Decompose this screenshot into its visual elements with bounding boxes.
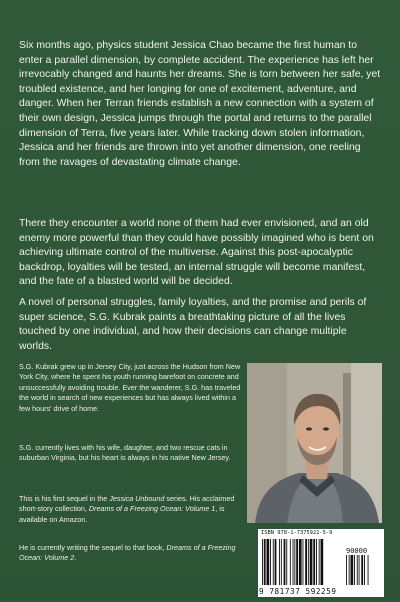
bio-text: , is available on Amazon. [19,504,225,524]
author-photo [247,363,382,523]
barcode-digits: 9 781737 592259 [259,587,337,596]
book-title: Dreams of a Freezing Ocean: Volume 1 [88,504,216,514]
author-bio-paragraph-3 [19,494,245,525]
author-bio-paragraph-4 [19,543,245,564]
bio-text: He is currently writing the sequel to that book, [19,543,167,552]
blurb-paragraph-2: There they encounter a world none of them had ever envisioned, and an old enemy more powerful than they could have possibly imagined who is bent on achieving ultimate control of the multiverse. Against this post-apocalyptic backdrop, loyalties will be tested, an internal struggle will become manifest, and the fate of a blasted world will be decided. [19,218,374,288]
isbn-label: ISBN 978-1-7375922-5-9 [261,530,333,536]
author-portrait-image [247,363,382,523]
bio-text: series. His acclaimed short-story collection, [19,494,235,514]
author-bio-paragraph-2: S.G. currently lives with his wife, daughter, and two rescue cats in suburban Virginia, but his heart is always in his native New Jersey. [19,443,231,463]
author-bio-paragraph-1: S.G. Kubrak grew up in Jersey City, just across the Hudson from New York City, where he spent his youth running barefoot on concrete and unsuccessfully avoiding trouble. Ever the wanderer, S.G. has traveled the world in search of new experiences but has always lived within a few hours' drive of home. [19,362,241,413]
price-code: 90000 [346,547,368,555]
series-title: Jessica Unbound [109,494,165,503]
bio-text: This is his first sequel in the [19,494,110,503]
blurb-paragraph-1: Six months ago, physics student Jessica Chao became the first human to enter a parallel dimension, by complete accident. The experience has left her irrevocably changed and haunts her dreams. She is torn between her safe, yet troubled existence, and her longing for one of excitement, adventure, and danger. When her Terran friends establish a new connection with a system of their own design, Jessica jumps through the portal and returns to the parallel dimension of Terra, five years later. While tracking down stolen information, Jessica and her friends are thrown into yet another dimension, one reeling from the ravages of devastating climate change. [19,40,381,168]
book-title: Dreams of a Freezing Ocean: Volume 2 [19,543,236,563]
bio-text: . [74,553,77,563]
blurb-paragraph-3: A novel of personal struggles, family loyalties, and the promise and perils of super science, S.G. Kubrak paints a breathtaking picture of all the lives touched by one individual, and how their decisions can change multiple worlds. [19,297,367,352]
